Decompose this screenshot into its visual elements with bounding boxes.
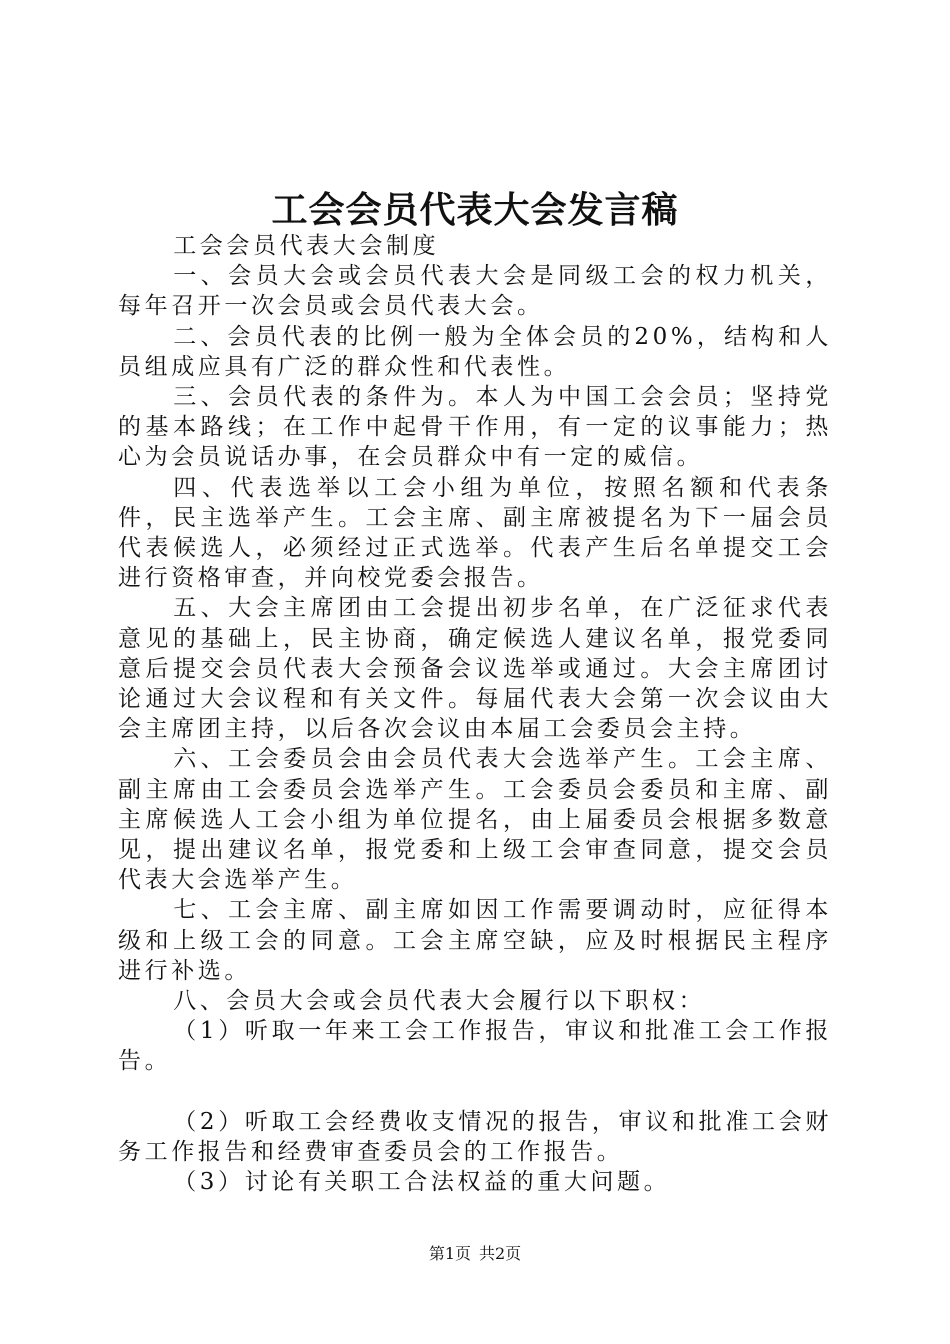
paragraph-10: （2）听取工会经费收支情况的报告，审议和批准工会财务工作报告和经费审查委员会的工作报告。 [118,1108,832,1165]
page-number: 第1页 [428,1244,471,1263]
document-body [118,231,832,1197]
paragraph-3: 三、会员代表的条件为。本人为中国工会会员；坚持党的基本路线；在工作中起骨干作用，有一定的议事能力；热心为会员说话办事，在会员群众中有一定的威信。 [118,384,832,471]
section-heading: 工会会员代表大会制度 [173,233,440,259]
paragraph-11: （3）讨论有关职工合法权益的重大问题。 [173,1169,671,1196]
paragraph-6: 六、工会委员会由会员代表大会选举产生。工会主席、副主席由工会委员会选举产生。工会委员会委员和主席、副主席候选人工会小组为单位提名，由上届委员会根据多数意见，提出建议名单，报党委和上级工会审查同意，提交会员代表大会选举产生。 [118,746,832,894]
paragraph-2: 二、会员代表的比例一般为全体会员的20%，结构和人员组成应具有广泛的群众性和代表性。 [118,323,832,380]
page-footer [0,1243,950,1265]
page-total: 共2页 [479,1244,522,1263]
paragraph-9: （1）听取一年来工会工作报告，审议和批准工会工作报告。 [118,1018,832,1075]
paragraph-7: 七、工会主席、副主席如因工作需要调动时，应征得本级和上级工会的同意。工会主席空缺，应及时根据民主程序进行补选。 [118,897,832,984]
paragraph-5: 五、大会主席团由工会提出初步名单，在广泛征求代表意见的基础上，民主协商，确定候选人建议名单，报党委同意后提交会员代表大会预备会议选举或通过。大会主席团讨论通过大会议程和有关文件。每届代表大会第一次会议由大会主席团主持，以后各次会议由本届工会委员会主持。 [118,595,832,743]
paragraph-8: 八、会员大会或会员代表大会履行以下职权： [173,988,706,1015]
paragraph-4: 四、代表选举以工会小组为单位，按照名额和代表条件，民主选举产生。工会主席、副主席被提名为下一届会员代表候选人，必须经过正式选举。代表产生后名单提交工会进行资格审查，并向校党委会报告。 [118,474,832,592]
document-title: 工会会员代表大会发言稿 [271,189,679,231]
paragraph-1: 一、会员大会或会员代表大会是同级工会的权力机关，每年召开一次会员或会员代表大会。 [118,263,832,320]
